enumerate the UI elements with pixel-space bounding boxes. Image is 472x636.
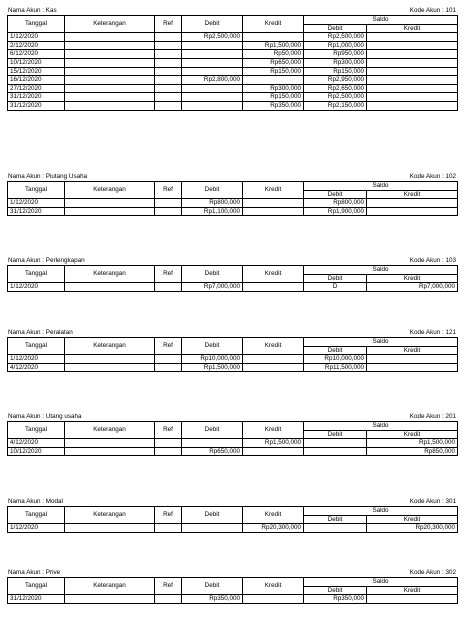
- cell-kredit: [243, 199, 304, 208]
- account-header: [7, 6, 457, 15]
- cell-ref: [155, 84, 182, 93]
- cell-saldo-debit: [304, 439, 367, 448]
- cell-tanggal: 31/12/2020: [8, 93, 65, 102]
- cell-tanggal: 31/12/2020: [8, 595, 65, 604]
- cell-debit: [182, 93, 243, 102]
- cell-keterangan: [65, 363, 155, 372]
- header-kredit: Kredit: [243, 507, 304, 524]
- ledger-table: [7, 181, 458, 216]
- ledger-account: [7, 6, 457, 111]
- cell-saldo-kredit: [367, 58, 458, 67]
- table-header-row: [8, 266, 458, 275]
- cell-saldo-debit: Rp350,000: [304, 595, 367, 604]
- cell-tanggal: 1/12/2020: [8, 355, 65, 364]
- cell-tanggal: 4/12/2020: [8, 439, 65, 448]
- cell-kredit: Rp150,000: [243, 67, 304, 76]
- cell-saldo-debit: [304, 447, 367, 456]
- header-saldo: Saldo: [304, 507, 458, 516]
- ledger-table: [7, 577, 458, 604]
- header-tanggal: Tanggal: [8, 422, 65, 439]
- cell-tanggal: 27/12/2020: [8, 84, 65, 93]
- cell-ref: [155, 58, 182, 67]
- header-saldo: Saldo: [304, 182, 458, 191]
- cell-keterangan: [65, 439, 155, 448]
- header-saldo: Saldo: [304, 422, 458, 431]
- cell-debit: [182, 524, 243, 533]
- account-header: [7, 328, 457, 337]
- account-name: Nama Akun : Utang usaha: [8, 413, 82, 420]
- header-ref: Ref: [155, 578, 182, 595]
- cell-debit: Rp1,100,000: [182, 207, 243, 216]
- cell-keterangan: [65, 207, 155, 216]
- cell-debit: [182, 67, 243, 76]
- table-row: [8, 207, 458, 216]
- cell-debit: Rp2,800,000: [182, 76, 243, 85]
- header-saldo-kredit: Kredit: [367, 190, 458, 199]
- cell-saldo-kredit: Rp850,000: [367, 447, 458, 456]
- cell-kredit: Rp650,000: [243, 58, 304, 67]
- header-kredit: Kredit: [243, 338, 304, 355]
- header-saldo-kredit: Kredit: [367, 430, 458, 439]
- table-row: [8, 76, 458, 85]
- cell-saldo-debit: Rp2,950,000: [304, 76, 367, 85]
- account-code: Kode Akun : 103: [409, 257, 456, 264]
- cell-keterangan: [65, 595, 155, 604]
- ledger-account: [7, 172, 457, 216]
- table-row: [8, 447, 458, 456]
- cell-keterangan: [65, 101, 155, 110]
- table-row: [8, 283, 458, 292]
- account-name: Nama Akun : Modal: [8, 498, 63, 505]
- header-tanggal: Tanggal: [8, 266, 65, 283]
- ledger-account: [7, 328, 457, 372]
- account-header: [7, 256, 457, 265]
- header-tanggal: Tanggal: [8, 182, 65, 199]
- header-saldo-debit: Debit: [304, 586, 367, 595]
- header-saldo-kredit: Kredit: [367, 586, 458, 595]
- header-debit: Debit: [182, 578, 243, 595]
- cell-debit: Rp10,000,000: [182, 355, 243, 364]
- cell-ref: [155, 76, 182, 85]
- cell-kredit: Rp300,000: [243, 84, 304, 93]
- account-header: [7, 497, 457, 506]
- cell-tanggal: 10/12/2020: [8, 58, 65, 67]
- ledger-table: [7, 265, 458, 292]
- account-header: [7, 568, 457, 577]
- cell-ref: [155, 439, 182, 448]
- table-header-row: [8, 578, 458, 587]
- header-tanggal: Tanggal: [8, 507, 65, 524]
- cell-saldo-kredit: Rp7,000,000: [367, 283, 458, 292]
- cell-saldo-kredit: [367, 33, 458, 42]
- header-saldo-debit: Debit: [304, 430, 367, 439]
- header-keterangan: Keterangan: [65, 182, 155, 199]
- cell-saldo-debit: D: [304, 283, 367, 292]
- header-saldo: Saldo: [304, 578, 458, 587]
- cell-keterangan: [65, 355, 155, 364]
- cell-debit: [182, 50, 243, 59]
- cell-saldo-debit: [304, 524, 367, 533]
- header-debit: Debit: [182, 507, 243, 524]
- header-saldo-debit: Debit: [304, 346, 367, 355]
- table-row: [8, 58, 458, 67]
- header-kredit: Kredit: [243, 182, 304, 199]
- cell-saldo-debit: Rp950,000: [304, 50, 367, 59]
- cell-ref: [155, 67, 182, 76]
- cell-saldo-debit: Rp1,900,000: [304, 207, 367, 216]
- cell-debit: [182, 41, 243, 50]
- account-name: Nama Akun : Prive: [8, 569, 61, 576]
- cell-kredit: [243, 33, 304, 42]
- cell-kredit: [243, 207, 304, 216]
- cell-saldo-debit: Rp2,500,000: [304, 93, 367, 102]
- header-saldo-debit: Debit: [304, 274, 367, 283]
- cell-ref: [155, 363, 182, 372]
- table-row: [8, 595, 458, 604]
- header-debit: Debit: [182, 422, 243, 439]
- cell-tanggal: 15/12/2020: [8, 67, 65, 76]
- header-debit: Debit: [182, 338, 243, 355]
- account-code: Kode Akun : 121: [409, 329, 456, 336]
- cell-ref: [155, 355, 182, 364]
- cell-kredit: [243, 447, 304, 456]
- cell-saldo-debit: Rp11,500,000: [304, 363, 367, 372]
- table-row: [8, 439, 458, 448]
- cell-ref: [155, 93, 182, 102]
- table-row: [8, 41, 458, 50]
- header-keterangan: Keterangan: [65, 338, 155, 355]
- ledger-account: [7, 497, 457, 533]
- cell-keterangan: [65, 447, 155, 456]
- cell-tanggal: 10/12/2020: [8, 447, 65, 456]
- cell-kredit: Rp20,300,000: [243, 524, 304, 533]
- ledger-table: [7, 337, 458, 372]
- account-code: Kode Akun : 201: [409, 413, 456, 420]
- table-row: [8, 67, 458, 76]
- account-code: Kode Akun : 302: [409, 569, 456, 576]
- cell-kredit: Rp1,500,000: [243, 439, 304, 448]
- table-row: [8, 363, 458, 372]
- header-keterangan: Keterangan: [65, 578, 155, 595]
- header-keterangan: Keterangan: [65, 16, 155, 33]
- cell-keterangan: [65, 524, 155, 533]
- cell-saldo-debit: Rp800,000: [304, 199, 367, 208]
- table-header-row: [8, 16, 458, 25]
- cell-saldo-kredit: [367, 93, 458, 102]
- cell-saldo-kredit: [367, 50, 458, 59]
- cell-saldo-kredit: [367, 355, 458, 364]
- account-code: Kode Akun : 301: [409, 498, 456, 505]
- cell-ref: [155, 33, 182, 42]
- cell-kredit: [243, 355, 304, 364]
- account-header: [7, 172, 457, 181]
- cell-kredit: [243, 595, 304, 604]
- table-row: [8, 199, 458, 208]
- cell-ref: [155, 101, 182, 110]
- header-saldo: Saldo: [304, 266, 458, 275]
- header-tanggal: Tanggal: [8, 578, 65, 595]
- account-code: Kode Akun : 102: [409, 173, 456, 180]
- cell-saldo-debit: Rp1,000,000: [304, 41, 367, 50]
- account-name: Nama Akun : Kas: [8, 7, 57, 14]
- cell-tanggal: 2/12/2020: [8, 41, 65, 50]
- header-debit: Debit: [182, 266, 243, 283]
- cell-kredit: Rp1,500,000: [243, 41, 304, 50]
- header-debit: Debit: [182, 182, 243, 199]
- account-code: Kode Akun : 101: [409, 7, 456, 14]
- header-keterangan: Keterangan: [65, 507, 155, 524]
- cell-saldo-kredit: [367, 207, 458, 216]
- cell-tanggal: 1/12/2020: [8, 33, 65, 42]
- ledger-table: [7, 15, 458, 111]
- cell-tanggal: 6/12/2020: [8, 50, 65, 59]
- cell-saldo-kredit: [367, 199, 458, 208]
- cell-saldo-debit: Rp10,000,000: [304, 355, 367, 364]
- cell-debit: Rp7,000,000: [182, 283, 243, 292]
- header-saldo: Saldo: [304, 338, 458, 347]
- cell-saldo-debit: Rp150,000: [304, 67, 367, 76]
- table-header-row: [8, 507, 458, 516]
- cell-saldo-kredit: Rp20,300,000: [367, 524, 458, 533]
- cell-ref: [155, 50, 182, 59]
- cell-keterangan: [65, 84, 155, 93]
- cell-kredit: Rp50,000: [243, 50, 304, 59]
- cell-saldo-kredit: [367, 101, 458, 110]
- header-ref: Ref: [155, 16, 182, 33]
- account-header: [7, 412, 457, 421]
- table-row: [8, 50, 458, 59]
- cell-saldo-debit: Rp2,150,000: [304, 101, 367, 110]
- header-saldo-debit: Debit: [304, 24, 367, 33]
- header-tanggal: Tanggal: [8, 338, 65, 355]
- header-ref: Ref: [155, 182, 182, 199]
- header-kredit: Kredit: [243, 422, 304, 439]
- cell-keterangan: [65, 50, 155, 59]
- cell-saldo-debit: Rp2,500,000: [304, 33, 367, 42]
- cell-saldo-debit: Rp300,000: [304, 58, 367, 67]
- cell-ref: [155, 524, 182, 533]
- table-row: [8, 355, 458, 364]
- header-saldo-kredit: Kredit: [367, 515, 458, 524]
- cell-kredit: [243, 283, 304, 292]
- cell-debit: Rp350,000: [182, 595, 243, 604]
- header-keterangan: Keterangan: [65, 422, 155, 439]
- cell-debit: [182, 58, 243, 67]
- cell-keterangan: [65, 199, 155, 208]
- cell-debit: [182, 84, 243, 93]
- cell-tanggal: 1/12/2020: [8, 199, 65, 208]
- header-kredit: Kredit: [243, 266, 304, 283]
- cell-kredit: Rp350,000: [243, 101, 304, 110]
- cell-debit: [182, 101, 243, 110]
- cell-keterangan: [65, 283, 155, 292]
- header-ref: Ref: [155, 338, 182, 355]
- cell-kredit: [243, 363, 304, 372]
- cell-saldo-debit: Rp2,650,000: [304, 84, 367, 93]
- account-name: Nama Akun : Perlengkapan: [8, 257, 85, 264]
- cell-ref: [155, 447, 182, 456]
- cell-saldo-kredit: [367, 363, 458, 372]
- table-header-row: [8, 422, 458, 431]
- cell-keterangan: [65, 33, 155, 42]
- cell-tanggal: 4/12/2020: [8, 363, 65, 372]
- table-row: [8, 93, 458, 102]
- cell-saldo-kredit: [367, 41, 458, 50]
- cell-keterangan: [65, 67, 155, 76]
- table-row: [8, 101, 458, 110]
- cell-saldo-kredit: [367, 595, 458, 604]
- cell-tanggal: 1/12/2020: [8, 524, 65, 533]
- cell-ref: [155, 207, 182, 216]
- header-ref: Ref: [155, 422, 182, 439]
- cell-tanggal: 31/12/2020: [8, 207, 65, 216]
- cell-tanggal: 31/12/2020: [8, 101, 65, 110]
- table-row: [8, 33, 458, 42]
- table-row: [8, 524, 458, 533]
- cell-debit: [182, 439, 243, 448]
- cell-saldo-kredit: Rp1,500,000: [367, 439, 458, 448]
- cell-kredit: [243, 76, 304, 85]
- table-header-row: [8, 338, 458, 347]
- cell-tanggal: 16/12/2020: [8, 76, 65, 85]
- cell-debit: Rp650,000: [182, 447, 243, 456]
- cell-keterangan: [65, 41, 155, 50]
- header-ref: Ref: [155, 507, 182, 524]
- cell-debit: Rp2,500,000: [182, 33, 243, 42]
- header-saldo-debit: Debit: [304, 190, 367, 199]
- cell-ref: [155, 41, 182, 50]
- ledger-table: [7, 506, 458, 533]
- cell-ref: [155, 595, 182, 604]
- table-row: [8, 84, 458, 93]
- cell-saldo-kredit: [367, 67, 458, 76]
- ledger-table: [7, 421, 458, 456]
- cell-ref: [155, 199, 182, 208]
- header-saldo-debit: Debit: [304, 515, 367, 524]
- cell-ref: [155, 283, 182, 292]
- cell-debit: Rp1,500,000: [182, 363, 243, 372]
- header-tanggal: Tanggal: [8, 16, 65, 33]
- cell-tanggal: 1/12/2020: [8, 283, 65, 292]
- account-name: Nama Akun : Peralatan: [8, 329, 73, 336]
- header-keterangan: Keterangan: [65, 266, 155, 283]
- account-name: Nama Akun : Piutang Usaha: [8, 173, 88, 180]
- cell-keterangan: [65, 93, 155, 102]
- header-saldo-kredit: Kredit: [367, 346, 458, 355]
- header-debit: Debit: [182, 16, 243, 33]
- header-kredit: Kredit: [243, 578, 304, 595]
- cell-kredit: Rp150,000: [243, 93, 304, 102]
- header-saldo-kredit: Kredit: [367, 274, 458, 283]
- cell-debit: Rp800,000: [182, 199, 243, 208]
- cell-keterangan: [65, 76, 155, 85]
- ledger-account: [7, 256, 457, 292]
- cell-saldo-kredit: [367, 84, 458, 93]
- ledger-account: [7, 412, 457, 456]
- header-saldo: Saldo: [304, 16, 458, 25]
- table-header-row: [8, 182, 458, 191]
- cell-keterangan: [65, 58, 155, 67]
- header-kredit: Kredit: [243, 16, 304, 33]
- cell-saldo-kredit: [367, 76, 458, 85]
- header-ref: Ref: [155, 266, 182, 283]
- ledger-account: [7, 568, 457, 604]
- header-saldo-kredit: Kredit: [367, 24, 458, 33]
